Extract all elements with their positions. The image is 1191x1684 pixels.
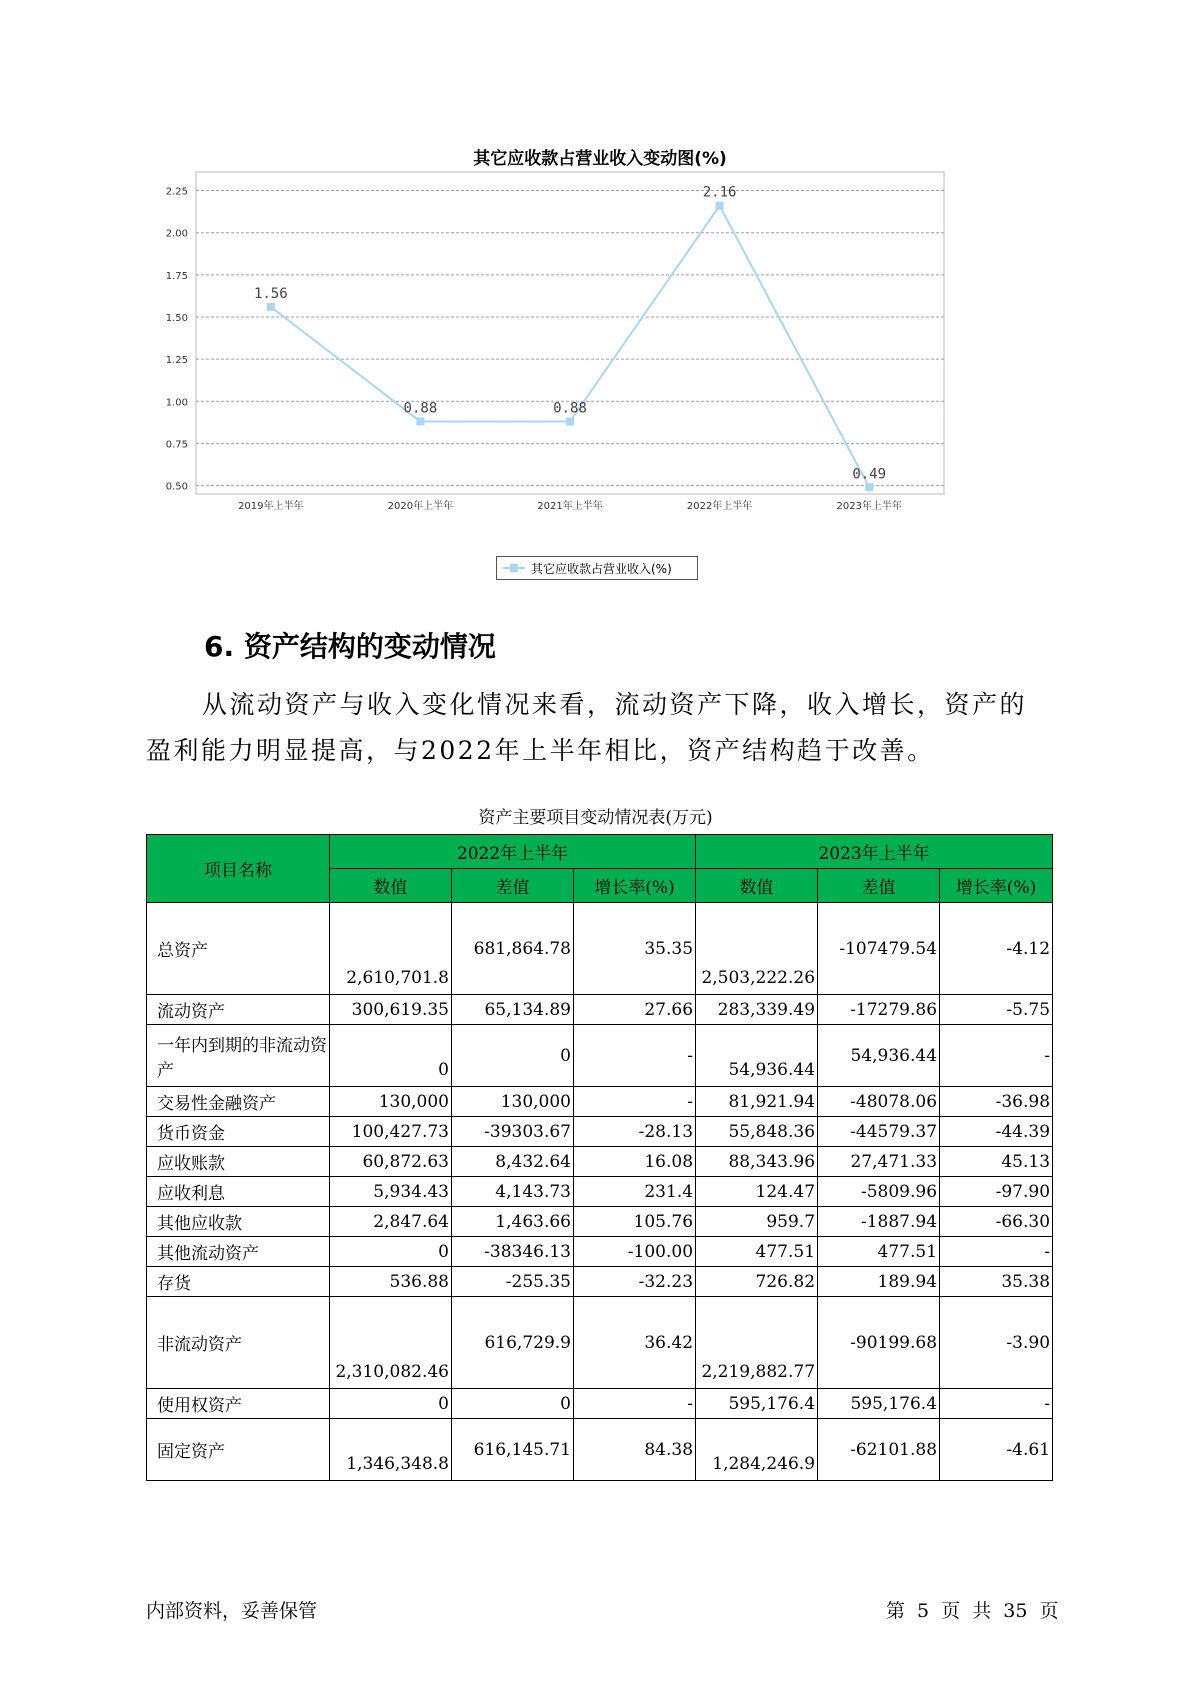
- table-cell: -: [574, 1025, 696, 1087]
- data-label: 0.49: [852, 466, 887, 483]
- table-cell: -: [574, 1087, 696, 1117]
- header-value: 数值: [330, 869, 452, 903]
- y-tick-label: 2.00: [165, 228, 188, 240]
- table-cell: 124.47: [696, 1177, 818, 1207]
- table-cell: 1,284,246.9: [696, 1419, 818, 1481]
- data-point: [566, 418, 574, 426]
- row-label: 其他应收款: [147, 1207, 330, 1237]
- row-label: 非流动资产: [147, 1297, 330, 1389]
- table-row: [147, 1147, 1053, 1177]
- asset-table: [146, 834, 1053, 1481]
- x-tick-label: 2019年上半年: [238, 501, 304, 512]
- table-cell: 595,176.4: [818, 1389, 940, 1419]
- chart-legend: [496, 556, 698, 580]
- table-cell: 45.13: [940, 1147, 1053, 1177]
- table-cell: -5.75: [940, 995, 1053, 1025]
- table-row: [147, 1117, 1053, 1147]
- data-label: 1.56: [253, 285, 288, 302]
- table-cell: 595,176.4: [696, 1389, 818, 1419]
- x-tick-label: 2020年上半年: [387, 501, 454, 512]
- table-cell: 100,427.73: [330, 1117, 452, 1147]
- table-cell: -: [940, 1237, 1053, 1267]
- table-cell: -48078.06: [818, 1087, 940, 1117]
- table-row: [147, 995, 1053, 1025]
- table-caption: 资产主要项目变动情况表(万元): [478, 808, 713, 828]
- table-cell: 16.08: [574, 1147, 696, 1177]
- header-diff: 差值: [818, 869, 940, 903]
- data-point: [716, 202, 724, 210]
- table-cell: 477.51: [696, 1237, 818, 1267]
- x-tick-label: 2021年上半年: [537, 501, 603, 512]
- table-cell: 2,610,701.8: [330, 903, 452, 995]
- y-tick-label: 0.75: [165, 439, 188, 451]
- y-tick-label: 1.75: [165, 270, 188, 282]
- table-cell: 616,145.71: [452, 1419, 574, 1481]
- data-label: 0.88: [403, 400, 438, 417]
- table-cell: 36.42: [574, 1297, 696, 1389]
- y-tick-label: 1.25: [165, 355, 188, 367]
- data-point: [416, 418, 424, 426]
- header-diff: 差值: [452, 869, 574, 903]
- table-row: [147, 1207, 1053, 1237]
- table-cell: 0: [330, 1025, 452, 1087]
- table-cell: -4.61: [940, 1419, 1053, 1481]
- section-paragraph: 从流动资产与收入变化情况来看，流动资产下降，收入增长，资产的盈利能力明显提高，与2022年上半年相比，资产结构趋于改善。: [146, 690, 1028, 765]
- table-cell: -3.90: [940, 1297, 1053, 1389]
- table-cell: 35.38: [940, 1267, 1053, 1297]
- table-row: [147, 1025, 1053, 1087]
- table-cell: -28.13: [574, 1117, 696, 1147]
- table-row: [147, 1267, 1053, 1297]
- row-label: 总资产: [147, 903, 330, 995]
- table-cell: 300,619.35: [330, 995, 452, 1025]
- table-cell: 681,864.78: [452, 903, 574, 995]
- section-heading: 6. 资产结构的变动情况: [204, 630, 496, 663]
- table-cell: -100.00: [574, 1237, 696, 1267]
- table-cell: -1887.94: [818, 1207, 940, 1237]
- table-cell: 88,343.96: [696, 1147, 818, 1177]
- row-label: 流动资产: [147, 995, 330, 1025]
- row-label: 应收账款: [147, 1147, 330, 1177]
- header-period-2022: 2022年上半年: [330, 835, 696, 869]
- table-cell: -: [940, 1389, 1053, 1419]
- table-cell: 54,936.44: [696, 1025, 818, 1087]
- table-row: [147, 1297, 1053, 1389]
- table-cell: 231.4: [574, 1177, 696, 1207]
- table-cell: -17279.86: [818, 995, 940, 1025]
- table-cell: 60,872.63: [330, 1147, 452, 1177]
- plot-area: [196, 172, 944, 494]
- table-cell: 616,729.9: [452, 1297, 574, 1389]
- legend-label: 其它应收款占营业收入(%): [531, 561, 672, 576]
- table-cell: -38346.13: [452, 1237, 574, 1267]
- table-cell: 2,219,882.77: [696, 1297, 818, 1389]
- table-cell: -: [940, 1025, 1053, 1087]
- row-label: 存货: [147, 1267, 330, 1297]
- table-cell: 4,143.73: [452, 1177, 574, 1207]
- table-row: [147, 1177, 1053, 1207]
- table-cell: -5809.96: [818, 1177, 940, 1207]
- table-cell: 130,000: [330, 1087, 452, 1117]
- x-tick-label: 2023年上半年: [836, 501, 902, 512]
- table-cell: 105.76: [574, 1207, 696, 1237]
- header-period-2023: 2023年上半年: [696, 835, 1053, 869]
- chart: [160, 136, 1040, 596]
- footer-confidential: 内部资料，妥善保管: [146, 1600, 318, 1622]
- table-row: [147, 1389, 1053, 1419]
- table-cell: -36.98: [940, 1087, 1053, 1117]
- table-cell: 27,471.33: [818, 1147, 940, 1177]
- header-growth: 增长率(%): [940, 869, 1053, 903]
- row-label: 应收利息: [147, 1177, 330, 1207]
- table-cell: -: [574, 1389, 696, 1419]
- table-cell: 54,936.44: [818, 1025, 940, 1087]
- footer-page-number: 第 5 页 共 35 页: [886, 1600, 1059, 1622]
- table-cell: -32.23: [574, 1267, 696, 1297]
- table-cell: -90199.68: [818, 1297, 940, 1389]
- table-cell: 2,847.64: [330, 1207, 452, 1237]
- table-cell: 189.94: [818, 1267, 940, 1297]
- legend-marker-icon: [503, 567, 525, 569]
- table-cell: -66.30: [940, 1207, 1053, 1237]
- table-cell: 726.82: [696, 1267, 818, 1297]
- x-tick-label: 2022年上半年: [686, 501, 753, 512]
- header-growth: 增长率(%): [574, 869, 696, 903]
- row-label: 一年内到期的非流动资产: [147, 1025, 330, 1087]
- header-value: 数值: [696, 869, 818, 903]
- table-cell: 84.38: [574, 1419, 696, 1481]
- table-cell: -44.39: [940, 1117, 1053, 1147]
- data-point: [865, 483, 873, 491]
- table-row: [147, 1237, 1053, 1267]
- table-cell: -39303.67: [452, 1117, 574, 1147]
- table-cell: -97.90: [940, 1177, 1053, 1207]
- table-cell: 283,339.49: [696, 995, 818, 1025]
- table-cell: 2,310,082.46: [330, 1297, 452, 1389]
- table-cell: 0: [330, 1237, 452, 1267]
- table-cell: 81,921.94: [696, 1087, 818, 1117]
- table-cell: 130,000: [452, 1087, 574, 1117]
- table-cell: 1,346,348.8: [330, 1419, 452, 1481]
- y-tick-label: 0.50: [165, 481, 188, 493]
- table-cell: -255.35: [452, 1267, 574, 1297]
- table-cell: 959.7: [696, 1207, 818, 1237]
- table-cell: 8,432.64: [452, 1147, 574, 1177]
- table-cell: 0: [330, 1389, 452, 1419]
- table-row: [147, 1419, 1053, 1481]
- table-cell: 536.88: [330, 1267, 452, 1297]
- table-cell: -44579.37: [818, 1117, 940, 1147]
- table-cell: 27.66: [574, 995, 696, 1025]
- table-cell: 477.51: [818, 1237, 940, 1267]
- table-cell: 2,503,222.26: [696, 903, 818, 995]
- y-tick-label: 2.25: [165, 186, 188, 198]
- table-row: [147, 903, 1053, 995]
- table-row: [147, 1087, 1053, 1117]
- table-cell: 0: [452, 1025, 574, 1087]
- table-cell: 0: [452, 1389, 574, 1419]
- table-cell: 65,134.89: [452, 995, 574, 1025]
- table-cell: 5,934.43: [330, 1177, 452, 1207]
- chart-title: 其它应收款占营业收入变动图(%): [473, 149, 727, 169]
- row-label: 使用权资产: [147, 1389, 330, 1419]
- y-tick-label: 1.50: [165, 312, 188, 324]
- data-point: [267, 303, 275, 311]
- table-cell: 55,848.36: [696, 1117, 818, 1147]
- data-label: 0.88: [553, 400, 587, 417]
- table-cell: 35.35: [574, 903, 696, 995]
- row-label: 固定资产: [147, 1419, 330, 1481]
- data-label: 2.16: [702, 184, 737, 201]
- table-cell: -62101.88: [818, 1419, 940, 1481]
- series-line: [271, 206, 869, 488]
- table-cell: -4.12: [940, 903, 1053, 995]
- line-chart: [160, 136, 1040, 596]
- y-tick-label: 1.00: [165, 397, 188, 409]
- table-cell: 1,463.66: [452, 1207, 574, 1237]
- table-cell: -107479.54: [818, 903, 940, 995]
- row-label: 货币资金: [147, 1117, 330, 1147]
- row-label: 交易性金融资产: [147, 1087, 330, 1117]
- row-label: 其他流动资产: [147, 1237, 330, 1267]
- header-item-name: 项目名称: [147, 835, 330, 903]
- table-body: [147, 903, 1053, 1481]
